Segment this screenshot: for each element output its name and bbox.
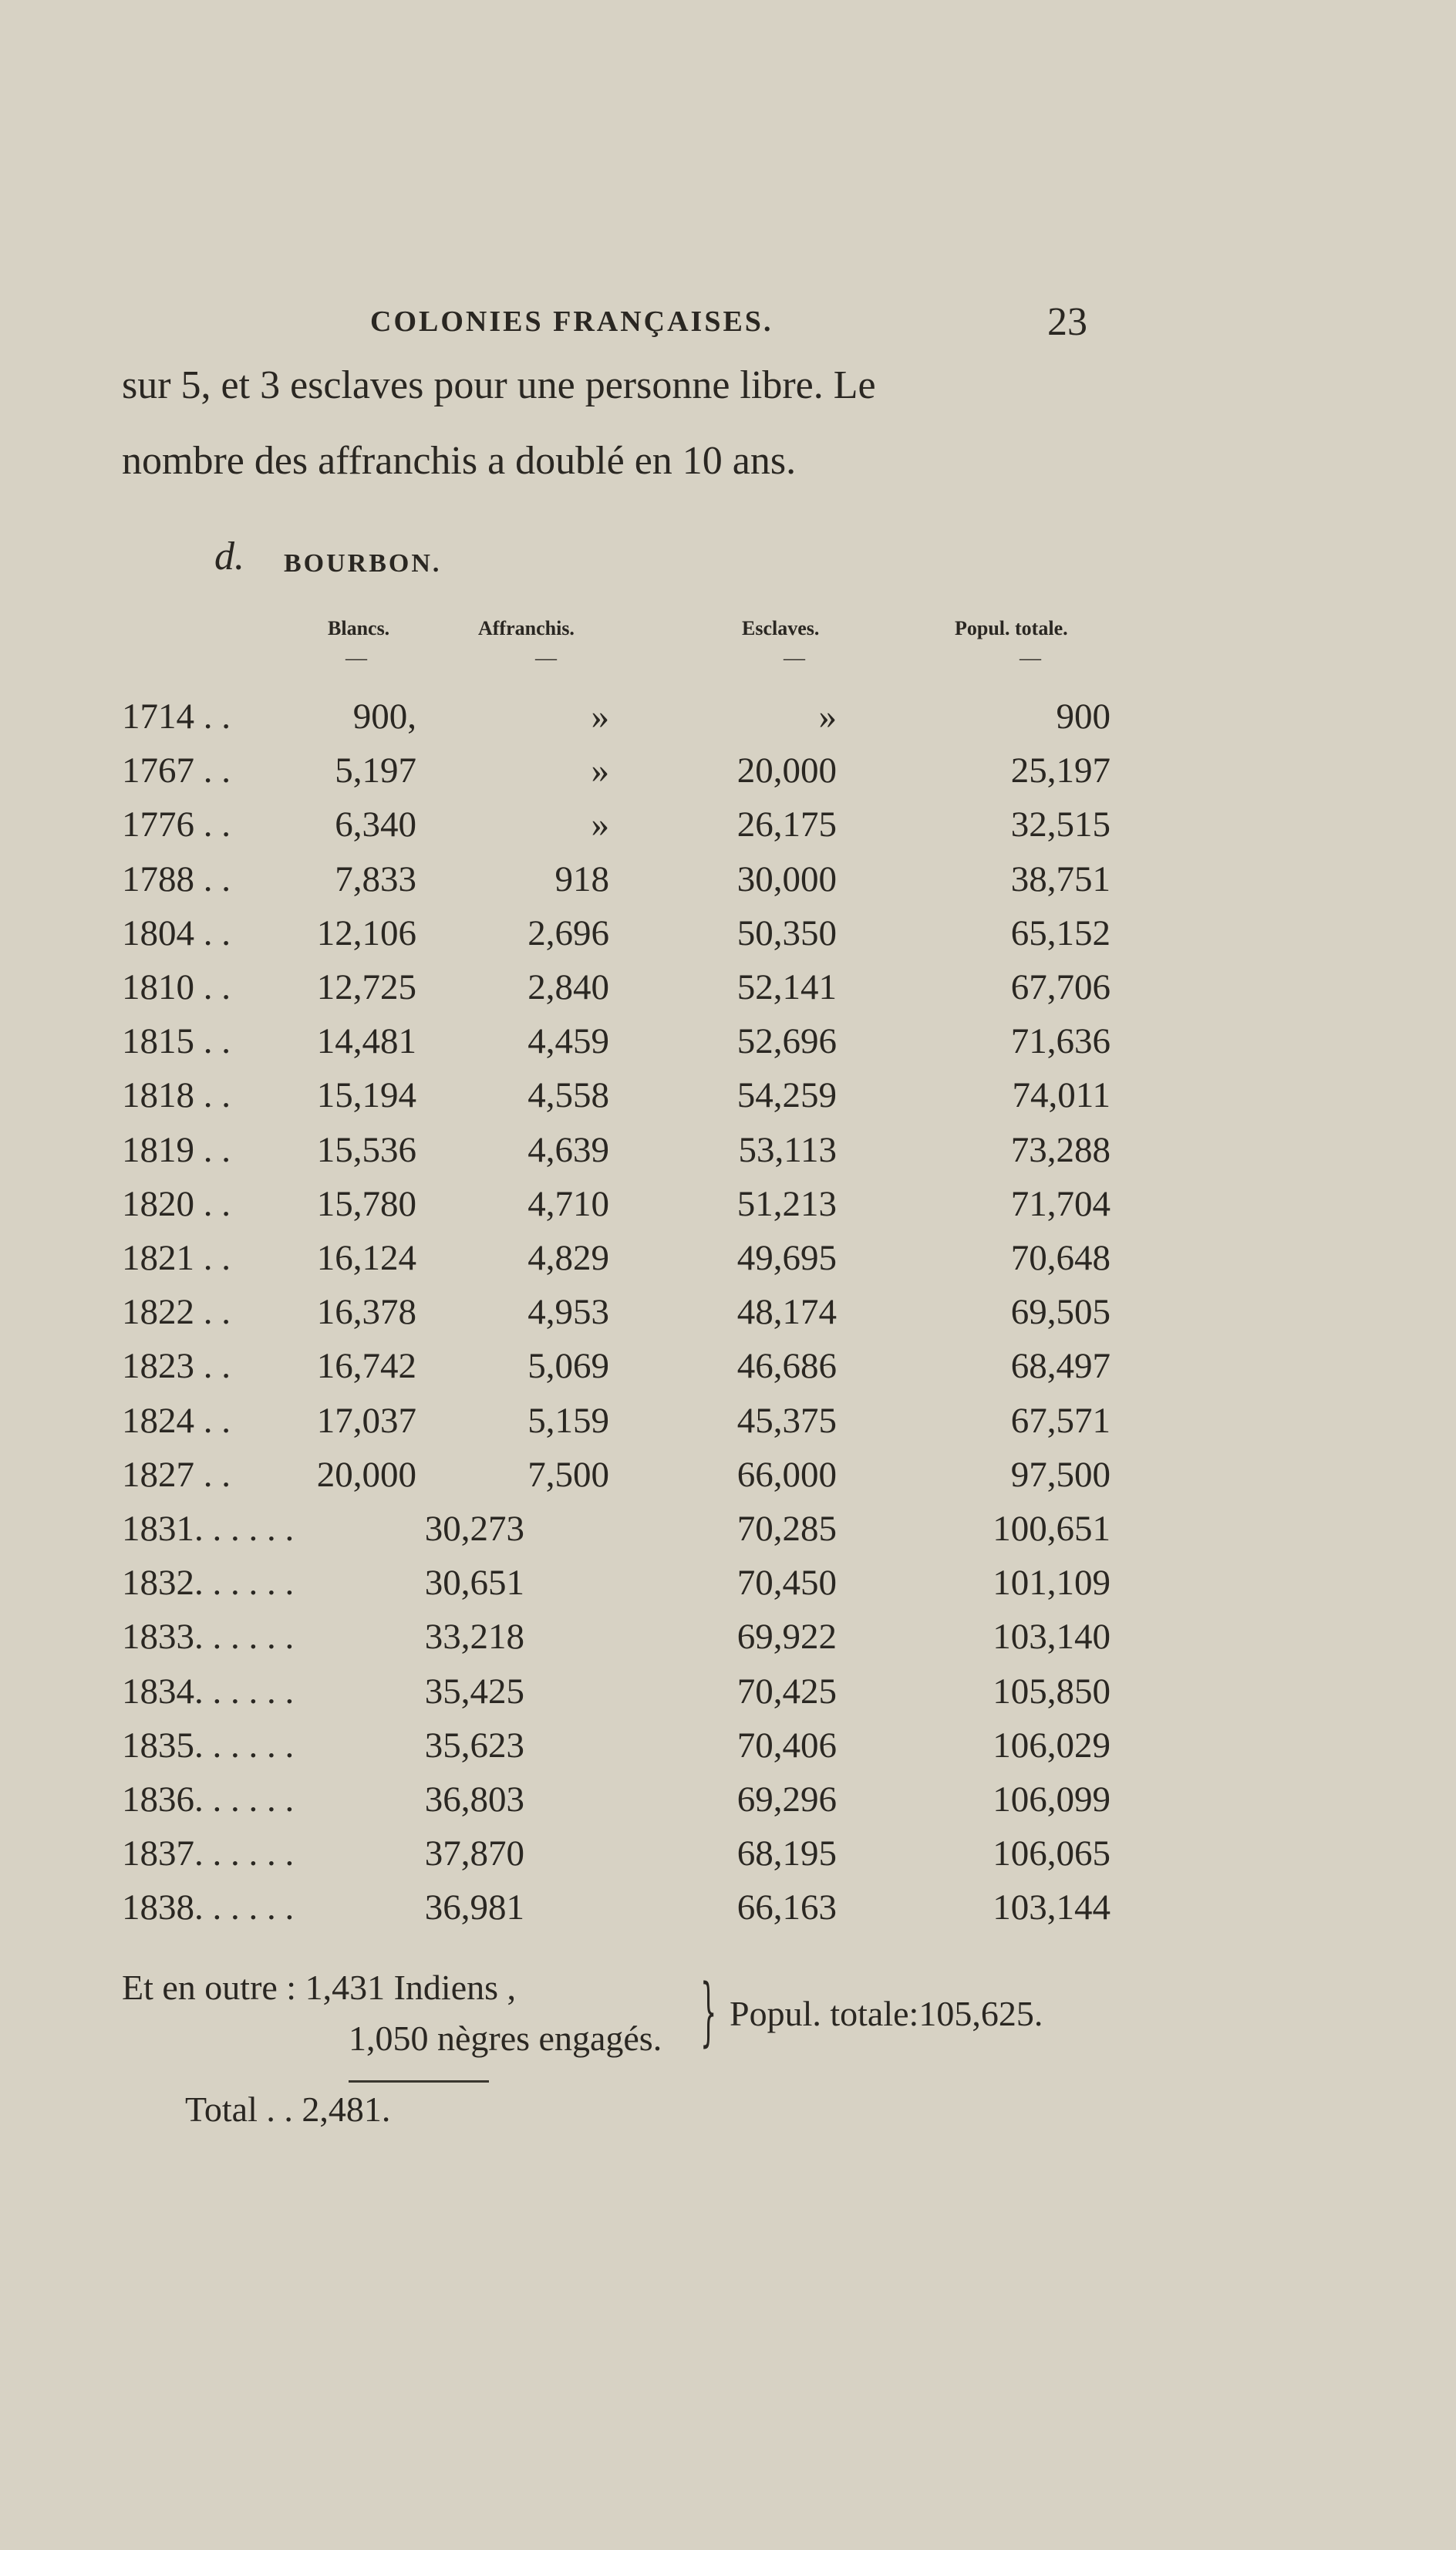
- column-dash: —: [784, 646, 805, 670]
- table-cell-esclaves: 45,375: [736, 1401, 837, 1441]
- table-cell-esclaves: 70,425: [736, 1671, 837, 1712]
- table-year: 1821 . .: [122, 1238, 231, 1278]
- table-year: 1810 . .: [122, 967, 231, 1007]
- table-cell-total: 67,706: [1010, 967, 1111, 1007]
- table-year: 1819 . .: [122, 1130, 231, 1170]
- note-line-1: Et en outre : 1,431 Indiens ,: [122, 1968, 517, 2007]
- table-cell-total: 101,109: [993, 1563, 1111, 1603]
- table-cell-esclaves: 48,174: [736, 1292, 837, 1332]
- table-cell-esclaves: 52,141: [736, 967, 837, 1007]
- table-cell-total: 73,288: [1010, 1130, 1111, 1170]
- table-cell-blancs: 5,197: [335, 750, 416, 791]
- table-cell-combined: 33,218: [424, 1617, 524, 1657]
- table-cell-esclaves: 70,285: [736, 1509, 837, 1549]
- table-cell-esclaves: 20,000: [736, 750, 837, 791]
- table-cell-total: 69,505: [1010, 1292, 1111, 1332]
- note-line-2: 1,050 nègres engagés.: [349, 2019, 662, 2058]
- table-year: 1820 . .: [122, 1184, 231, 1224]
- table-year: 1788 . .: [122, 859, 231, 899]
- note-total: Total . . 2,481.: [185, 2090, 391, 2129]
- table-cell-blancs: 12,106: [316, 913, 416, 953]
- table-cell-blancs: 15,536: [316, 1130, 416, 1170]
- table-year: 1818 . .: [122, 1075, 231, 1115]
- table-cell-combined: 35,425: [424, 1671, 524, 1712]
- table-cell-affranchis: 2,696: [527, 913, 609, 953]
- table-cell-combined: 36,981: [424, 1887, 524, 1928]
- table-cell-total: 103,140: [993, 1617, 1111, 1657]
- table-cell-esclaves: 46,686: [736, 1346, 837, 1386]
- table-year: 1837. . . . . .: [122, 1833, 295, 1874]
- table-cell-affranchis: »: [591, 750, 609, 791]
- table-cell-total: 97,500: [1010, 1455, 1111, 1495]
- table-cell-blancs: 17,037: [316, 1401, 416, 1441]
- column-header-affranchis: Affranchis.: [478, 617, 575, 639]
- table-year: 1823 . .: [122, 1346, 231, 1386]
- table-cell-blancs: 7,833: [335, 859, 416, 899]
- table-cell-esclaves: 53,113: [738, 1130, 837, 1170]
- table-cell-blancs: 12,725: [316, 967, 416, 1007]
- table-cell-combined: 35,623: [424, 1725, 524, 1766]
- table-cell-affranchis: 5,159: [527, 1401, 609, 1441]
- table-cell-esclaves: 69,922: [736, 1617, 837, 1657]
- table-cell-total: 100,651: [993, 1509, 1111, 1549]
- table-cell-total: 103,144: [993, 1887, 1111, 1928]
- table-year: 1827 . .: [122, 1455, 231, 1495]
- table-year: 1833. . . . . .: [122, 1617, 295, 1657]
- table-cell-blancs: 6,340: [335, 804, 416, 845]
- table-cell-esclaves: 54,259: [736, 1075, 837, 1115]
- table-year: 1836. . . . . .: [122, 1779, 295, 1820]
- table-year: 1834. . . . . .: [122, 1671, 295, 1712]
- column-header-blancs: Blancs.: [328, 617, 390, 639]
- table-cell-affranchis: 2,840: [527, 967, 609, 1007]
- table-year: 1767 . .: [122, 750, 231, 791]
- column-dash: —: [535, 646, 557, 670]
- table-cell-total: 106,029: [993, 1725, 1111, 1766]
- column-dash: —: [345, 646, 367, 670]
- table-year: 1804 . .: [122, 913, 231, 953]
- table-cell-esclaves: 68,195: [736, 1833, 837, 1874]
- table-cell-combined: 30,651: [424, 1563, 524, 1603]
- table-cell-blancs: 14,481: [316, 1021, 416, 1061]
- table-cell-total: 67,571: [1010, 1401, 1111, 1441]
- table-cell-affranchis: 4,710: [527, 1184, 609, 1224]
- table-cell-total: 38,751: [1010, 859, 1111, 899]
- table-cell-esclaves: 66,000: [736, 1455, 837, 1495]
- page-number: 23: [1047, 300, 1087, 344]
- table-cell-affranchis: 4,459: [527, 1021, 609, 1061]
- table-cell-affranchis: 4,639: [527, 1130, 609, 1170]
- intro-line-2: nombre des affranchis a doublé en 10 ans.: [122, 439, 797, 483]
- table-year: 1776 . .: [122, 804, 231, 845]
- table-year: 1835. . . . . .: [122, 1725, 295, 1766]
- table-cell-blancs: 15,780: [316, 1184, 416, 1224]
- table-cell-blancs: 15,194: [316, 1075, 416, 1115]
- table-cell-esclaves: 30,000: [736, 859, 837, 899]
- table-cell-total: 32,515: [1010, 804, 1111, 845]
- table-year: 1824 . .: [122, 1401, 231, 1441]
- table-cell-affranchis: »: [591, 804, 609, 845]
- column-dash: —: [1020, 646, 1041, 670]
- table-cell-total: 74,011: [1012, 1075, 1111, 1115]
- table-cell-affranchis: 4,829: [527, 1238, 609, 1278]
- table-cell-affranchis: 918: [554, 859, 609, 899]
- table-cell-blancs: 16,378: [316, 1292, 416, 1332]
- table-cell-combined: 36,803: [424, 1779, 524, 1820]
- table-cell-affranchis: »: [591, 697, 609, 737]
- table-cell-total: 71,704: [1010, 1184, 1111, 1224]
- note-total-population: Popul. totale:105,625.: [730, 1994, 1043, 2033]
- table-cell-esclaves: 26,175: [736, 804, 837, 845]
- column-header-total: Popul. totale.: [955, 617, 1068, 639]
- table-cell-total: 65,152: [1010, 913, 1111, 953]
- table-cell-total: 68,497: [1010, 1346, 1111, 1386]
- table-cell-blancs: 20,000: [316, 1455, 416, 1495]
- table-cell-blancs: 16,742: [316, 1346, 416, 1386]
- intro-line-1: sur 5, et 3 esclaves pour une personne libre. Le: [122, 363, 876, 407]
- table-cell-total: 106,065: [993, 1833, 1111, 1874]
- table-cell-esclaves: 70,450: [736, 1563, 837, 1603]
- table-year: 1831. . . . . .: [122, 1509, 295, 1549]
- table-year: 1815 . .: [122, 1021, 231, 1061]
- table-cell-affranchis: 4,953: [527, 1292, 609, 1332]
- table-cell-combined: 37,870: [424, 1833, 524, 1874]
- table-cell-total: 900: [1056, 697, 1111, 737]
- table-cell-affranchis: 4,558: [527, 1075, 609, 1115]
- column-header-esclaves: Esclaves.: [742, 617, 820, 639]
- table-cell-esclaves: 66,163: [736, 1887, 837, 1928]
- table-year: 1714 . .: [122, 697, 231, 737]
- table-cell-esclaves: 69,296: [736, 1779, 837, 1820]
- table-cell-total: 71,636: [1010, 1021, 1111, 1061]
- table-cell-total: 25,197: [1010, 750, 1111, 791]
- table-year: 1838. . . . . .: [122, 1887, 295, 1928]
- table-year: 1832. . . . . .: [122, 1563, 295, 1603]
- table-cell-affranchis: 7,500: [527, 1455, 609, 1495]
- table-year: 1822 . .: [122, 1292, 231, 1332]
- table-cell-blancs: 900,: [352, 697, 416, 737]
- table-cell-esclaves: 70,406: [736, 1725, 837, 1766]
- table-cell-esclaves: 51,213: [736, 1184, 837, 1224]
- table-cell-affranchis: 5,069: [527, 1346, 609, 1386]
- table-cell-total: 70,648: [1010, 1238, 1111, 1278]
- table-cell-blancs: 16,124: [316, 1238, 416, 1278]
- running-head: COLONIES FRANÇAISES.: [370, 305, 774, 338]
- table-cell-esclaves: 50,350: [736, 913, 837, 953]
- table-cell-esclaves: »: [818, 697, 837, 737]
- table-cell-esclaves: 49,695: [736, 1238, 837, 1278]
- note-rule: [349, 2080, 489, 2083]
- table-cell-esclaves: 52,696: [736, 1021, 837, 1061]
- table-cell-total: 106,099: [993, 1779, 1111, 1820]
- section-title: BOURBON.: [284, 549, 442, 578]
- table-cell-combined: 30,273: [424, 1509, 524, 1549]
- section-letter: d.: [214, 535, 244, 578]
- note-brace: }: [700, 1968, 717, 2055]
- table-cell-total: 105,850: [993, 1671, 1111, 1712]
